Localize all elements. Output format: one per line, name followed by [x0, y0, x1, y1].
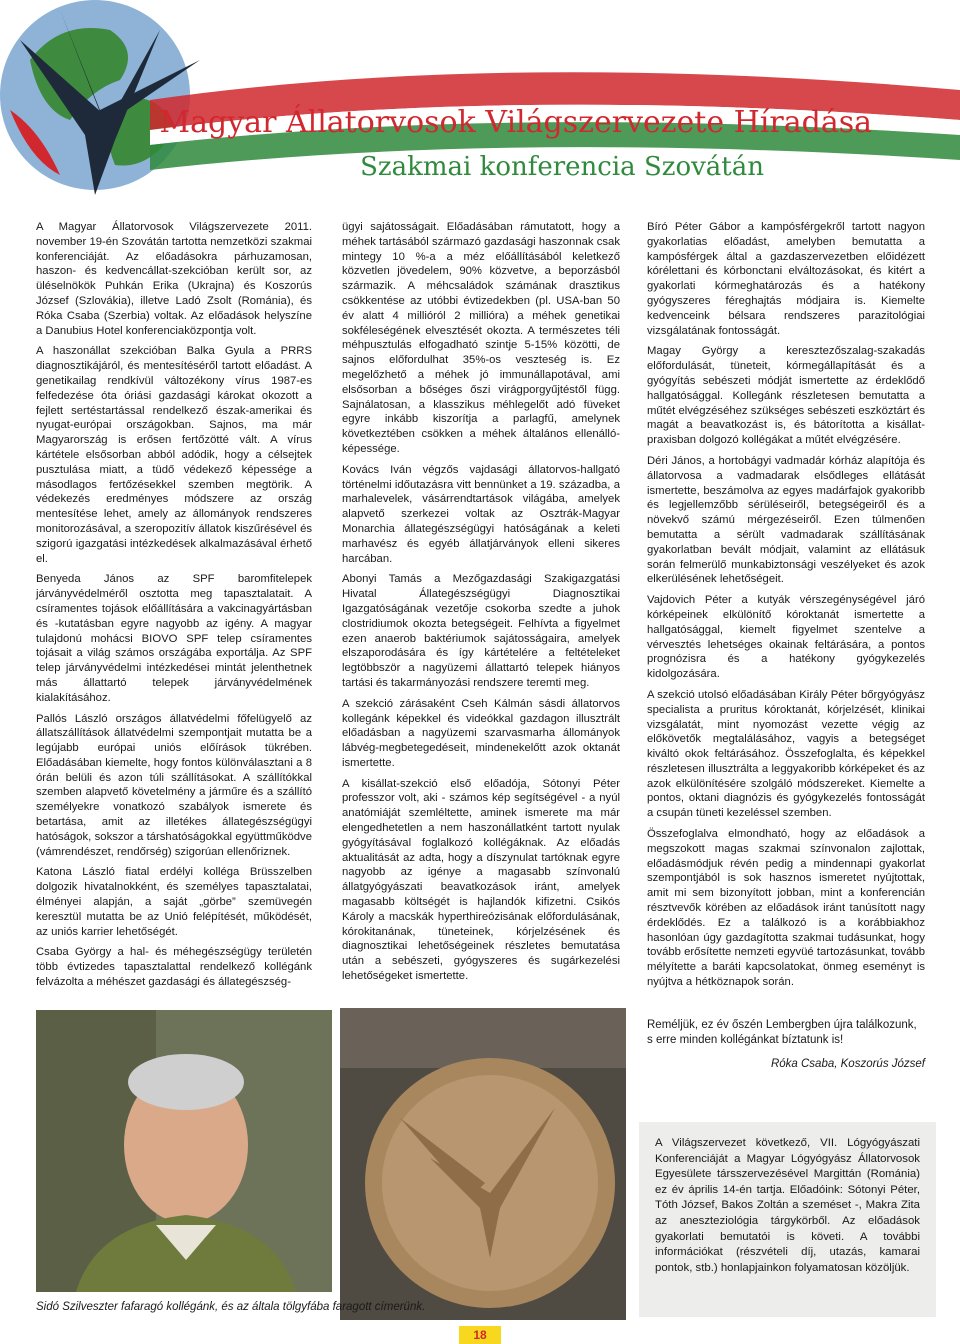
- page-number: 18: [459, 1326, 501, 1344]
- paragraph: A kisállat-szekció első előadója, Sótonyi Péter professzor volt, aki - számos kép segítségével - a nyúl anatómiáját szemléltette, aminek ismerete ma már elengedhetetlen a nem haszonállatként tartott nyulak gyógyításával foglalkozó kollégáknak. Az előadás aktualitását az adta, hogy a díszynulat tartóknak egyre nagyobb az igénye a magasabb színvonalú állatgyógyászati beavatkozások iránt, amelyek magasabb költségét is hajlandók kifizetni. Csikós Károly a macskák hyperthireózisának előfordulásának, kórokitanának, tüneteinek, kórjelzésének és diagnosztikai lehetőségeinek részletes bemutatása után a sebészeti, gyógyszeres és sugárkezelési lehetőségeket ismertette.: [342, 777, 620, 983]
- paragraph: Kovács Iván végzős vajdasági állatorvos-hallgató történelmi időutazásra vitt bennünket a 19. századba, a marhalevelek, vásárrendtartások világába, amelyek alapvető szerkezei voltak az Osztrák-Magyar Monarchia állategészségügyi hatóságának a keleti marhavész és egyéb állatjárványok elleni sikeres harcában.: [342, 463, 620, 565]
- paragraph: ügyi sajátosságait. Előadásában rámutatott, hogy a méhek tartásából származó gazdasági haszonnak csak mintegy 10 %-a a méz előállításából keletkező közvetlen jövedelem, 90% közvetve, a beporzásból származik. A méhcsaládok számának drasztikus csökkentése az utóbbi évtizedekben (pl. USA-ban 50 év alatt 4 millióról 2 millióra) a méhek genetikai sokféleségének elvesztését okozta. A természetes téli méhpusztulás elfogadható szintje 5-15% közötti, de sajnos előfordulhat 35%-os veszteség is. Ez megelőzhető a méhek jó immunállapotával, ami elsősorban a bőséges őszi virágporgyűjtéstől függ. Sajnálatosan, a klasszikus méhlegelőt adó füveket egyre inkább kiszorítja a parlagfű, amelynek következtében csökken a méhek általános ellenálló-képessége.: [342, 221, 620, 455]
- paragraph: A Magyar Állatorvosok Világszervezete 2011. november 19-én Szovátán tartotta nemzetközi szakmai konferenciáját. Az előadásokra párhuzamosan, haszon- és kedvencállat-szekcióban került sor, az üléselnökök Puhkán Erika (Ukrajna) és Koszorús József (Szlovákia), illetve Ladó Zsolt (Románia), és Róka Csaba (Szerbia) voltak. Az előadások helyszíne a Danubius Hotel konferenciaközpontja volt.: [36, 221, 312, 337]
- closing-text: Reméljük, ez év őszén Lembergben újra találkozunk, s erre minden kollégánkat bíztatunk is!: [647, 1019, 917, 1046]
- paragraph: A szekció utolsó előadásában Király Péter bőrgyógyász specialista a pruritus kóroktanát, kórjelzését, klinikai vizsgálatát, mint nyomozást vezette végig az előkövetők megtalálásához, vagyis a betegséget kiváltó okok feltárásához. Összefoglalta, és képekkel részletesen illusztrálta a leggyakoribb kórképeket és az azok elkülönítésére szolgáló módszereket. Kiemelte a pontos, oktani diagnózis és gyógykezelés fontosságát a csupán tüneti kezeléssel szemben.: [647, 688, 925, 820]
- paragraph: A haszonállat szekcióban Balka Gyula a PRRS diagnosztikájáról, és mentesítéséről tartott előadást. A genetikailag rendkívül változékony vírus 1987-es felfedezése óta óriási gazdasági károkat okozott a fejlett sertéstartással rendelkező észak-amerikai és nyugat-európai országokban. Sajnos, ma már Magyarország is erősen fertőzötté vált. A vírus kártétele elsősorban abból adódik, hogy a célsejtek pusztulása miatt, a tüdő védekező képessége a másodlagos fertőzésekkel szemben megtörik. A védekezés eredményes módszere az ország mentesítése lehet, amely az állományok rendszeres monitorozásával, a szeropozitív állatok kiszűrésével és szigorú igazgatási intézkedések alkalmazásával érhető el.: [36, 345, 312, 565]
- info-box: A Világszervezet következő, VII. Lógyógyászati Konferenciáját a Magyar Lógyógyász Állatorvosok Egyesülete társszervezésével Margittán (Románia) ez év április 14-én tartja. Előadóink: Sótonyi Péter, Tóth József, Bakos Zoltán a szeméset -, Makra Zita az aneszteziológia tárgykörből. Az előadások gyakorlati bemutatói is követi. A további információkat (részvételi díj, utazás, kamarai pontok, stb.) honlapjainkon folyamatosan közöljük.: [639, 1122, 936, 1317]
- portrait-photo: [36, 1010, 332, 1292]
- photo-caption: Sidó Szilveszter fafaragó kollégánk, és az általa tölgyfába faragott címerünk.: [36, 1301, 426, 1313]
- paragraph: Benyeda János az SPF baromfitelepek járványvédelméről osztotta meg tapasztalatait. A csíramentes tojások előállítására a vakcinagyártásban és -kutatásban egyre nagyobb az igény. A magyar tulajdonú mohácsi BIOVO SPF telep csíramentes tojásait a világ számos országába exportálja. Az SPF telep járványvédelmi intézkedései mintát jelenthetnek más állattartó telepek járványvédelmének kialakításához.: [36, 573, 312, 704]
- carved-coat-of-arms-photo: [340, 1008, 626, 1320]
- paragraph: Bíró Péter Gábor a kampósférgekről tartott nagyon gyakorlatias előadást, amelyben bemutatta a kampósférgek által a gazdaszervezetben előidézett kórélettani és kórbonctani elváltozásokat, és kitért a gyakorlati kórmeghatározás és a hatékony gyógyszeres féreghajtás módjaira is. Kiemelte kedvenceink bélsara rendszeres parazitológiai vizsgálatának fontosságát.: [647, 221, 925, 337]
- paragraph: A szekció zárásaként Cseh Kálmán sásdi állatorvos kollegánk képekkel és videókkal gazdagon illusztrált előadásban a nagyüzemi szarvasmarha állományok lábvég-megbetegedéseit, mindenekelőtt azok oktanát ismertette.: [342, 697, 620, 769]
- closing-note: [647, 1018, 925, 1072]
- paragraph: Abonyi Tamás a Mezőgazdasági Szakigazgatási Hivatal Állategészségügyi Diagnosztikai Igazgatóságának vezetője csokorba szedte a juhok clostridiumok okozta betegségeit. Felhívta a figyelmet ezen anaerob baktériumok sajátosságaira, amelyek elszaporodására és így kártételére a feltételeket legtöbbször a nagyüzemi állattartó telepek hiányos tartási és takarmányozási rendszere teremti meg.: [342, 573, 620, 689]
- article-column-2: [342, 220, 620, 990]
- header-subtitle: Szakmai konferencia Szovátán: [360, 152, 764, 182]
- paragraph: Katona László fiatal erdélyi kolléga Brüsszelben dolgozik hivatalnokként, és személyes tapasztalatai, élményei alapján, a saját „görbe” szemüvegén keresztül mutatta be az Unió felépítését, működését, az uniós karrier lehetőségét.: [36, 866, 312, 938]
- signature: Róka Csaba, Koszorús József: [770, 1058, 925, 1070]
- paragraph: Pallós László országos állatvédelmi főfelügyelő az állatszállítások állatvédelmi szempontjait mutatta be a legújabb európai uniós előírások tükrében. Előadásában kiemelte, hogy fontos különválasztani a 8 órán belüli és azon túli szállításokat. A szállítókkal szemben alapvető követelmény a járműre és a szállító személyekre vonatkozó szabályok ismerete és betartása, amit az illetékes állategészségügyi hatóságok, sokszor a társhatóságokkal együttműködve (vámrendészet, rendőrség) szigorúan ellenőriznek.: [36, 712, 312, 858]
- article-column-3: [647, 220, 925, 1010]
- article-column-1: [36, 220, 312, 989]
- paragraph: Vajdovich Péter a kutyák vérszegénységével járó kórképeinek elkülönítő kóroktanát ismertette a hallgatósággal, kiemelt figyelmet szentelve a vérvesztés lehetséges okainak feltárására, a pontos prognózisra és a hatékony gyógykezelés kidolgozására.: [647, 594, 925, 681]
- header-title: Magyar Állatorvosok Világszervezete Híradása: [159, 105, 872, 140]
- paragraph: Magay György a keresztezőszalag-szakadás előfordulását, tüneteit, kórmegállapítását és a gyógyítás sebészeti módját ismertette az érdeklődő hallgatósággal. Kollegánk részletesen bemutatta a műtét elvégzéséhez szükséges sebészeti eszköztárt és magát a beavatkozást is, és bátorította a kisállat-praxisban dolgozó kollégákat a műtét elvégzésére.: [647, 345, 925, 447]
- paragraph: Csaba György a hal- és méhegészségügy területén több évtizedes tapasztalattal rendelkező kollégánk felvázolta a méhészet gazdasági és állategészség-: [36, 946, 312, 989]
- paragraph: Összefoglalva elmondható, hogy az előadások a megszokott magas szakmai színvonalon zajlottak, előadásmódjuk révén pedig a mindennapi gyakorlat szempontjából is sok hasznos ismeretet nyújtottak, amit mi sem bizonyított jobban, mint a konferencián résztvevők körében az előadások iránt tanúsított nagy érdeklődés. Ez a találkozó is a korábbiakhoz hasonlóan úgy gazdagította szakmai tudásunkat, hogy tovább erősítette nemzeti egyvüé tartozásunkat, tovább mélyítette a baráti kapcsolatokat, önmeg eseményt is nyújtva a hétköznapok során.: [647, 828, 925, 989]
- paragraph: Déri János, a hortobágyi vadmadár kórház alapítója és állatorvosa a vadmadarak elsődleges ellátását ismertette, beszámolva az egyes madárfajok gyakoribb és legjellemzőbb sérüléseiről, betegségeiről és a növekvő számú mérgezéseiről. Ezen túlmenően bemutatta a sérült vadmadarak szállításának gyakorlatban bevált módjait, valamint az ellátásuk során felmerülő munkabiztonsági veszélyeket és azok elkerülésének lehetőségeit.: [647, 454, 925, 586]
